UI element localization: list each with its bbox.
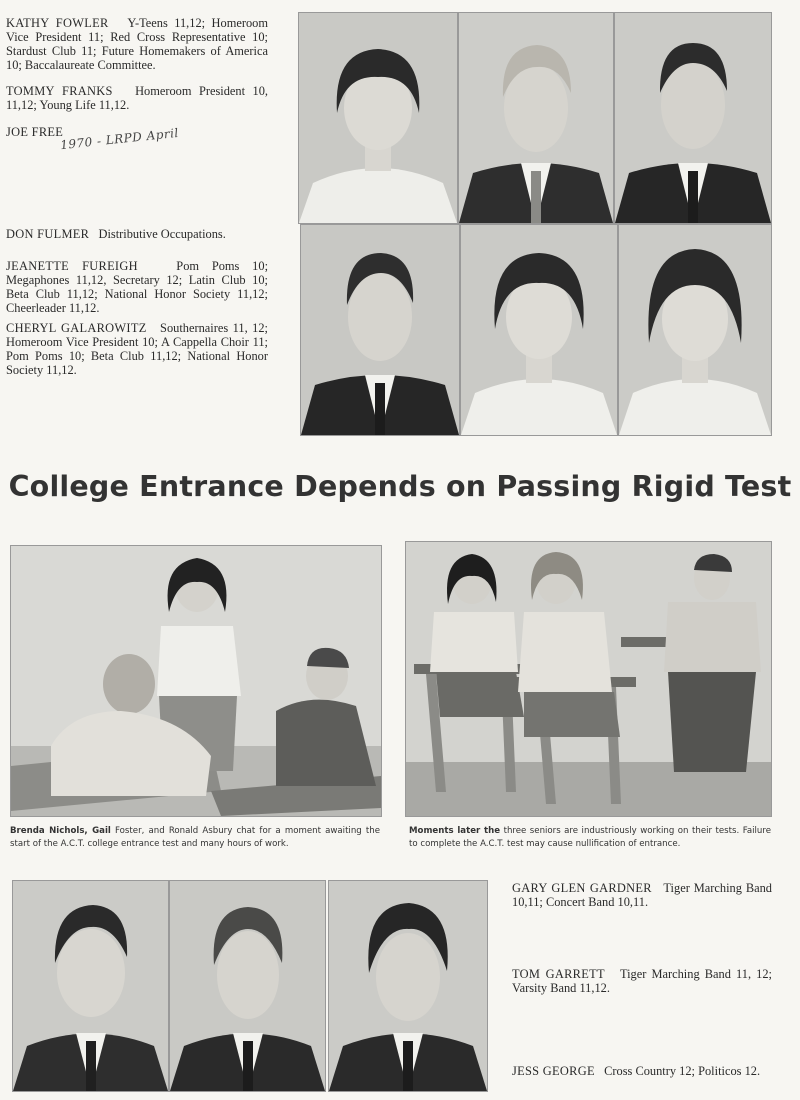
caption-lead: Brenda Nichols, Gail [10, 826, 111, 836]
caption-text: Foster, and Ronald Asbury chat for a moment awaiting the start of the A.C.T. college entrance test and many hours of work. [10, 826, 380, 849]
senior-activities: Pom Poms 10; Megaphones 11,12, Secretary 12; Latin Club 10; Beta Club 11,12; National Honor Society 11,12; Cheerleader 11,12. [6, 259, 269, 315]
portrait-photo-male [169, 880, 326, 1092]
caption-lead: Moments later the [409, 826, 501, 836]
portrait-photo-male [458, 12, 614, 224]
portrait-photo-male [328, 880, 488, 1092]
senior-entry [6, 321, 268, 377]
senior-activities: Distributive Occupations. [98, 227, 226, 241]
handwritten-note: 1970 - LRPD April [59, 125, 180, 153]
senior-activities: Tiger Marching Band 10,11; Concert Band 10,11. [512, 881, 772, 909]
senior-name: JOE FREE [6, 125, 64, 139]
senior-activities: Southernaires 11, 12; Homeroom Vice President 10; A Cappella Choir 11; Pom Poms 10; Beta Club 11,12; National Honor Society 11,12. [6, 321, 269, 377]
portrait-photo-male [614, 12, 772, 224]
portrait-photo-female [618, 224, 772, 436]
senior-name: JEANETTE FUREIGH [6, 259, 138, 273]
senior-entry [512, 1064, 772, 1078]
senior-activities: Tiger Marching Band 11, 12; Varsity Band 11,12. [512, 967, 772, 995]
senior-activities: Y-Teens 11,12; Homeroom Vice President 11; Red Cross Representative 10; Stardust Club 11; Future Homemakers of America 10; Baccalaureate Committee. [6, 16, 268, 72]
senior-name: JESS GEORGE [512, 1064, 595, 1078]
caption-text: three seniors are industriously working on their tests. Failure to complete the A.C.T. test may cause nullification of entrance. [409, 826, 771, 849]
senior-name: GARY GLEN GARDNER [512, 881, 652, 895]
page-headline: College Entrance Depends on Passing Rigid Test [8, 470, 792, 503]
candid-photo-students-chatting [10, 545, 382, 817]
senior-name: CHERYL GALAROWITZ [6, 321, 147, 335]
candid-photo-students-testing [405, 541, 772, 817]
senior-entry [512, 967, 772, 995]
senior-entry [512, 881, 772, 909]
photo-caption-left [10, 825, 380, 851]
senior-name: TOM GARRETT [512, 967, 605, 981]
senior-entry [6, 227, 268, 241]
senior-entry [6, 16, 268, 72]
senior-name: KATHY FOWLER [6, 16, 109, 30]
senior-name: DON FULMER [6, 227, 90, 241]
senior-activities: Cross Country 12; Politicos 12. [604, 1064, 761, 1078]
senior-entry [6, 259, 268, 315]
senior-activities: Homeroom President 10, 11,12; Young Life 11,12. [6, 84, 268, 112]
portrait-photo-female [460, 224, 618, 436]
portrait-photo-male [300, 224, 460, 436]
portrait-photo-female [298, 12, 458, 224]
photo-caption-right [409, 825, 771, 851]
portrait-photo-male [12, 880, 169, 1092]
senior-entry [6, 84, 268, 112]
senior-name: TOMMY FRANKS [6, 84, 113, 98]
